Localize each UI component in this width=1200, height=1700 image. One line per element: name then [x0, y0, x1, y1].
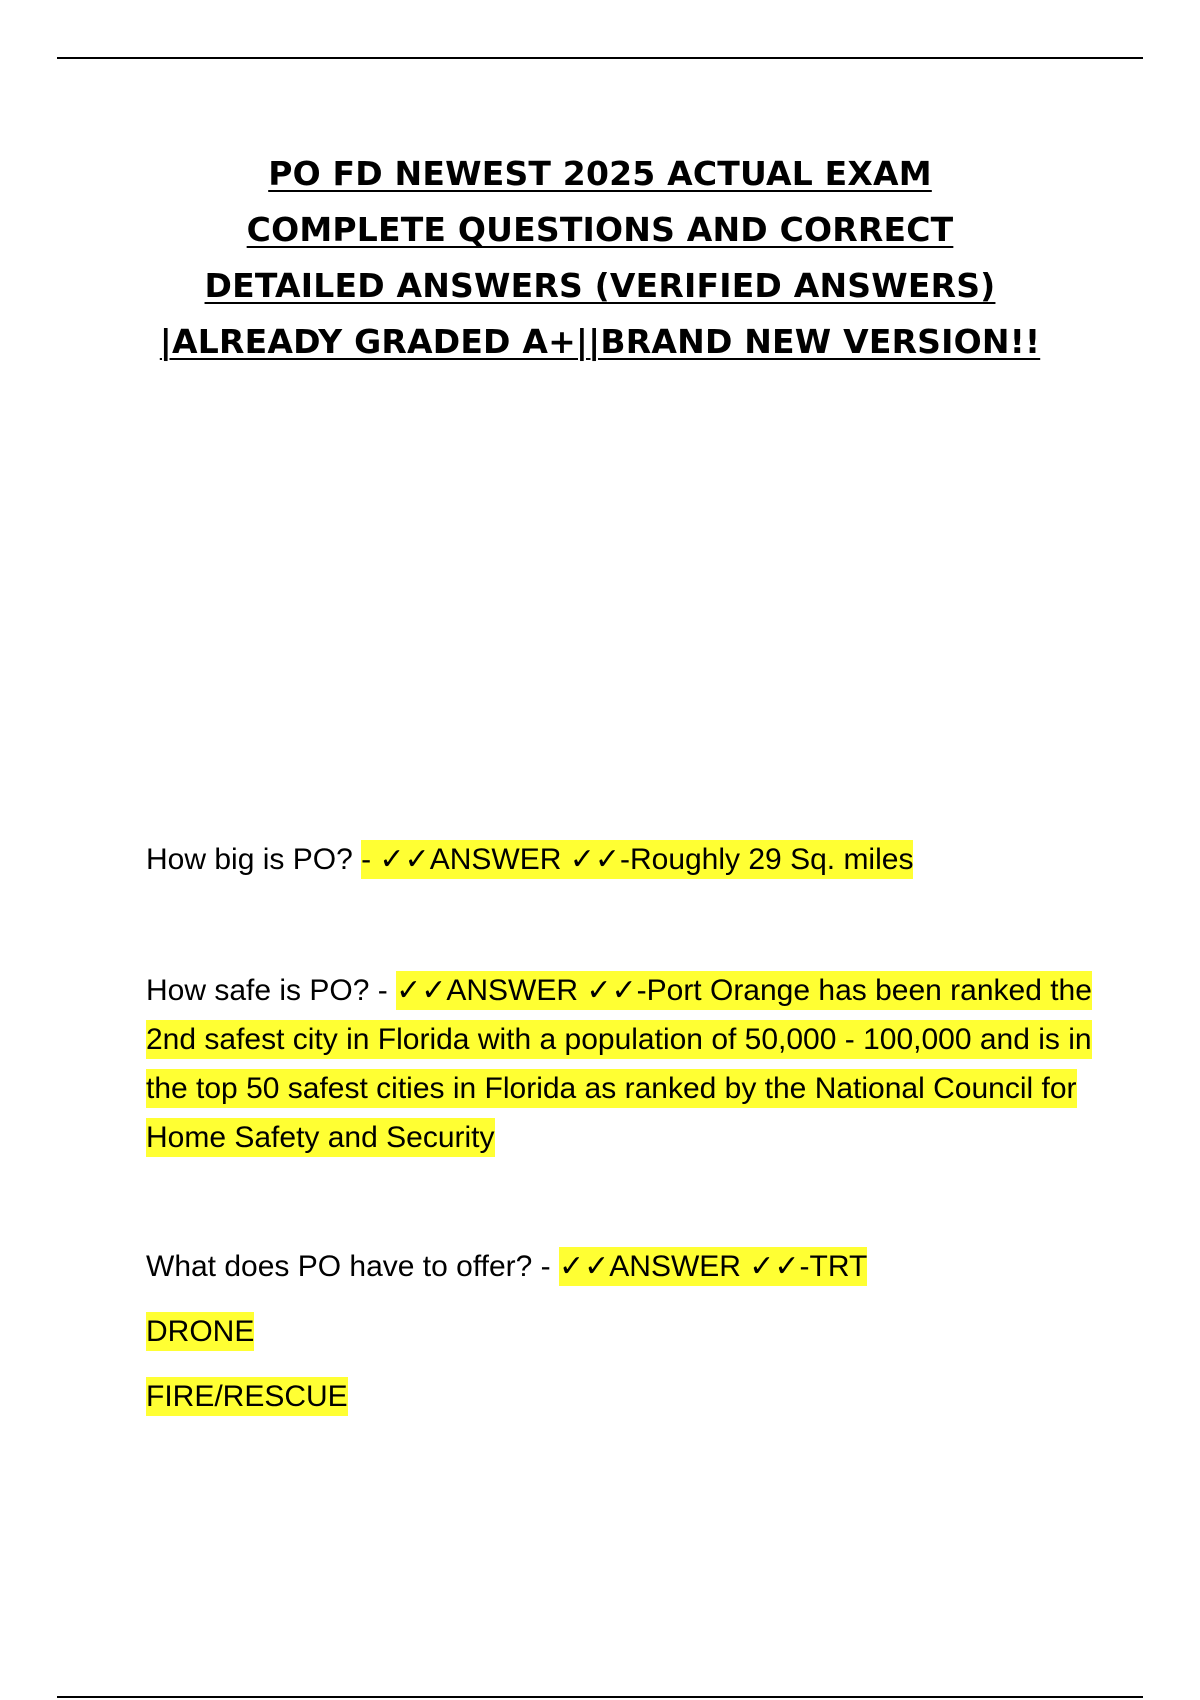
question-text: How big is PO? — [146, 843, 362, 876]
answer-extra-line: FIRE/RESCUE — [146, 1372, 1096, 1421]
title-line: DETAILED ANSWERS (VERIFIED ANSWERS) — [204, 266, 996, 305]
header-rule — [57, 57, 1143, 59]
footer-rule — [57, 1696, 1143, 1698]
title-line: PO FD NEWEST 2025 ACTUAL EXAM — [268, 154, 932, 193]
answer-text: - ✓✓ANSWER ✓✓-Roughly 29 Sq. miles — [361, 840, 913, 879]
question-text: How safe is PO? - — [146, 974, 397, 1007]
title-line: COMPLETE QUESTIONS AND CORRECT — [246, 210, 954, 249]
answer-text: ✓✓ANSWER ✓✓-Port Orange has been ranked the 2nd safest city in Florida with a population of 50,000 - 100,000 and is in the top 50 safest cities in Florida as ranked by the National Council for Home Safety and Security — [146, 971, 1092, 1157]
answer-extra-line: DRONE — [146, 1307, 1096, 1356]
answer-text: ✓✓ANSWER ✓✓-TRT — [559, 1247, 867, 1286]
qa-item — [146, 1242, 1096, 1421]
qa-item — [146, 966, 1096, 1162]
qa-item — [146, 835, 1096, 884]
question-text: What does PO have to offer? - — [146, 1250, 559, 1283]
title-line: |ALREADY GRADED A+||BRAND NEW VERSION!! — [159, 322, 1041, 361]
document-title — [120, 146, 1080, 370]
